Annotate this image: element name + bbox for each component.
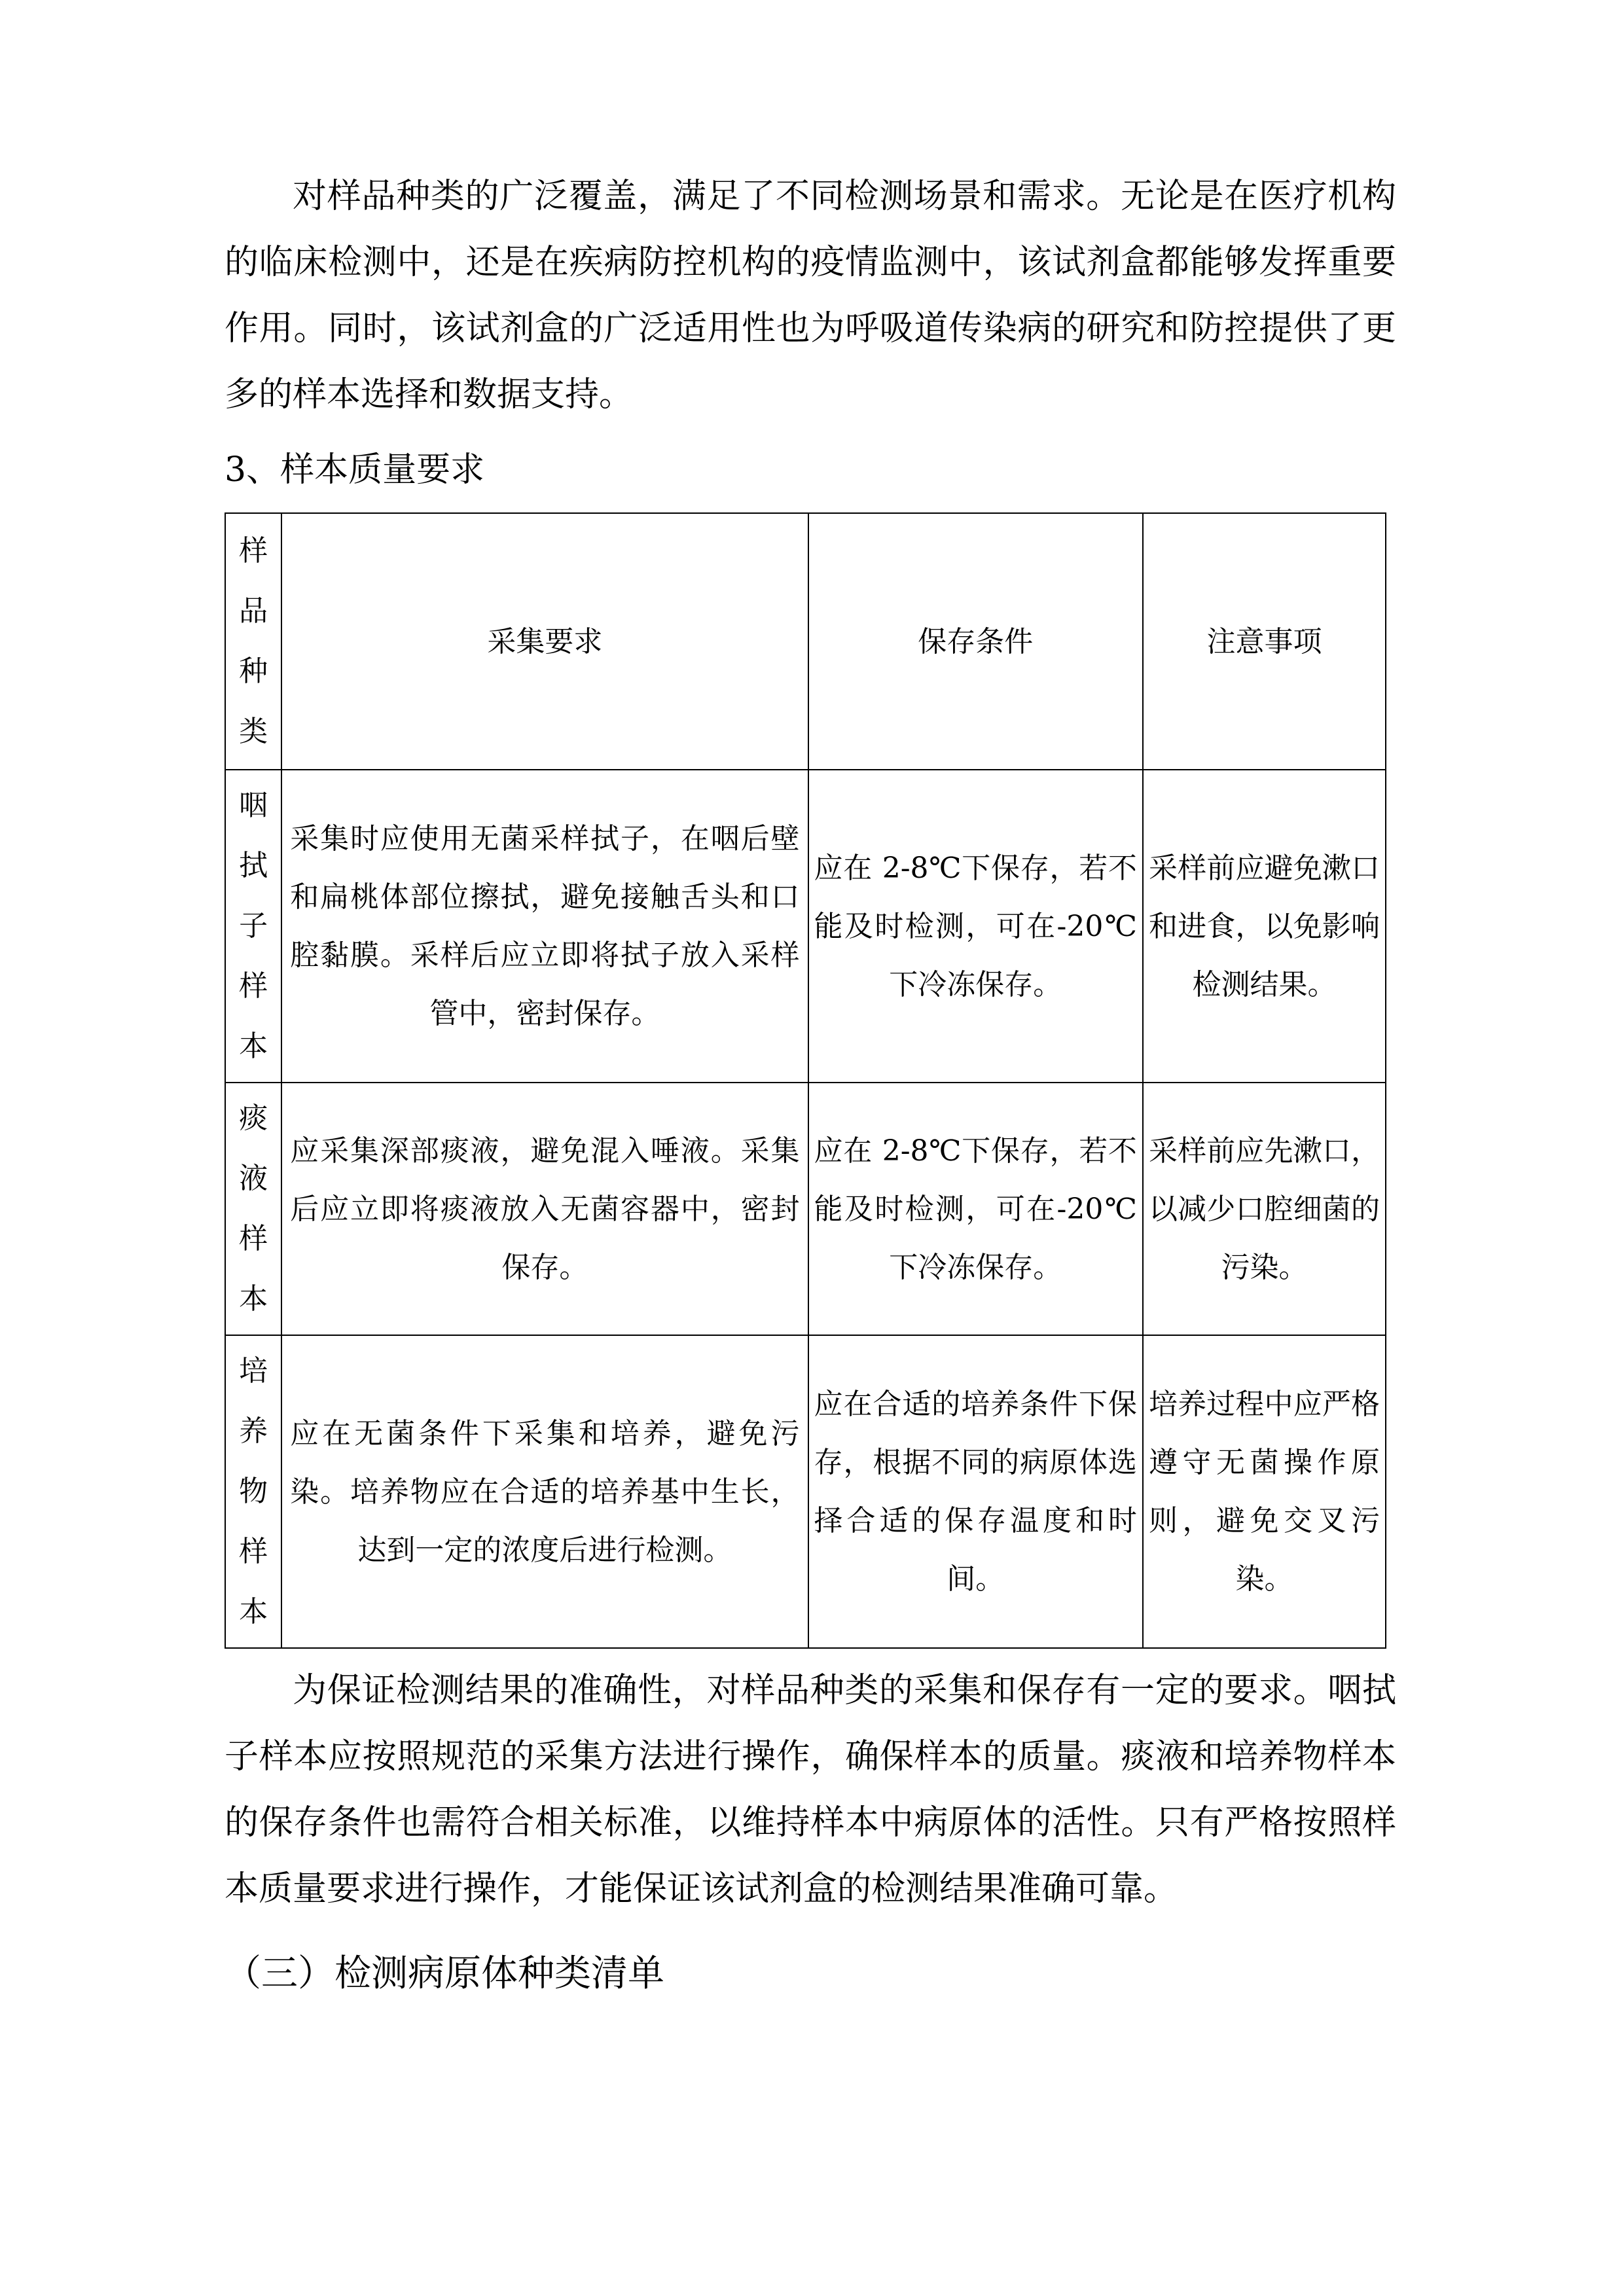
cell-sample-type [225, 770, 281, 1083]
vertical-char: 本 [239, 1282, 268, 1316]
cell-collection-requirements [281, 770, 808, 1083]
paragraph-quality-assurance: 为保证检测结果的准确性，对样品种类的采集和保存有一定的要求。咽拭子样本应按照规范的采集方法进行操作，确保样本的质量。痰液和培养物样本的保存条件也需符合相关标准，以维持样本中病原体的活性。只有严格按照样本质量要求进行操作，才能保证该试剂盒的检测结果准确可靠。 [225, 1671, 1396, 1909]
cell-notes [1143, 1083, 1386, 1335]
vertical-label-sample-type [226, 1083, 281, 1335]
vertical-char: 种 [239, 655, 268, 688]
cell-text: 应在合适的培养条件下保存，根据不同的病原体选择合适的保存温度和时间。 [814, 1388, 1137, 1596]
cell-collection-requirements [281, 1335, 808, 1648]
table-header-row [225, 513, 1386, 770]
cell-text: 采样前应先漱口，以减少口腔细菌的污染。 [1148, 1134, 1380, 1284]
heading-sample-quality-requirements: 3、样本质量要求 [225, 450, 485, 490]
vertical-char: 养 [239, 1414, 268, 1448]
vertical-char: 样 [239, 1535, 268, 1568]
table-header-notes [1143, 513, 1386, 770]
spacer [225, 428, 1396, 437]
vertical-char: 类 [239, 715, 268, 748]
cell-sample-type [225, 1083, 281, 1335]
table-row [225, 1335, 1386, 1648]
heading-pathogen-list: （三）检测病原体种类清单 [225, 1952, 664, 1995]
cell-text: 应在 2-8℃下保存，若不能及时检测，可在-20℃下冷冻保存。 [814, 1134, 1137, 1284]
vertical-char: 液 [239, 1162, 268, 1195]
cell-text: 应在 2-8℃下保存，若不能及时检测，可在-20℃下冷冻保存。 [814, 851, 1137, 1001]
vertical-char: 拭 [239, 849, 268, 882]
spacer [225, 1649, 1396, 1658]
table-header-sample-type [225, 513, 281, 770]
vertical-label-sample-type [226, 1336, 281, 1647]
vertical-char: 子 [239, 909, 268, 942]
cell-text: 应在无菌条件下采集和培养，避免污染。培养物应在合适的培养基中生长，达到一定的浓度后进行检测。 [290, 1416, 800, 1567]
table-header-storage-conditions [808, 513, 1143, 770]
cell-storage-conditions [808, 1335, 1143, 1648]
vertical-char: 样 [239, 969, 268, 1003]
vertical-char: 物 [239, 1475, 268, 1508]
cell-text: 采集时应使用无菌采样拭子，在咽后壁和扁桃体部位擦拭，避免接触舌头和口腔黏膜。采样后应立即将拭子放入采样管中，密封保存。 [290, 822, 800, 1030]
cell-storage-conditions [808, 770, 1143, 1083]
table-row [225, 770, 1386, 1083]
vertical-label-sample-type [226, 516, 281, 767]
vertical-char: 本 [239, 1030, 268, 1063]
paragraph-sample-coverage: 对样品种类的广泛覆盖，满足了不同检测场景和需求。无论是在医疗机构的临床检测中，还是在疾病防控机构的疫情监测中，该试剂盒都能够发挥重要作用。同时，该试剂盒的广泛适用性也为呼吸道传染病的研究和防控提供了更多的样本选择和数据支持。 [225, 177, 1396, 414]
cell-sample-type [225, 1335, 281, 1648]
page-content [225, 164, 1396, 2008]
sample-quality-table [225, 512, 1386, 1649]
spacer [225, 503, 1396, 512]
cell-text: 应采集深部痰液，避免混入唾液。采集后应立即将痰液放入无菌容器中，密封保存。 [290, 1134, 800, 1284]
cell-storage-conditions [808, 1083, 1143, 1335]
cell-collection-requirements [281, 1083, 808, 1335]
vertical-char: 品 [239, 594, 268, 628]
table-header-collection-requirements [281, 513, 808, 770]
header-text: 采集要求 [487, 624, 603, 658]
vertical-char: 痰 [239, 1102, 268, 1135]
vertical-char: 培 [239, 1354, 268, 1388]
vertical-char: 样 [239, 1222, 268, 1255]
table-row [225, 1083, 1386, 1335]
vertical-label-sample-type [226, 770, 281, 1082]
cell-text: 培养过程中应严格遵守无菌操作原则，避免交叉污染。 [1148, 1388, 1380, 1596]
vertical-char: 咽 [239, 789, 268, 822]
spacer [225, 1922, 1396, 1939]
vertical-char: 本 [239, 1595, 268, 1628]
header-text: 注意事项 [1206, 624, 1322, 658]
cell-notes [1143, 1335, 1386, 1648]
cell-notes [1143, 770, 1386, 1083]
vertical-char: 样 [239, 534, 268, 567]
header-text: 保存条件 [918, 624, 1034, 658]
cell-text: 采样前应避免漱口和进食，以免影响检测结果。 [1148, 851, 1380, 1001]
